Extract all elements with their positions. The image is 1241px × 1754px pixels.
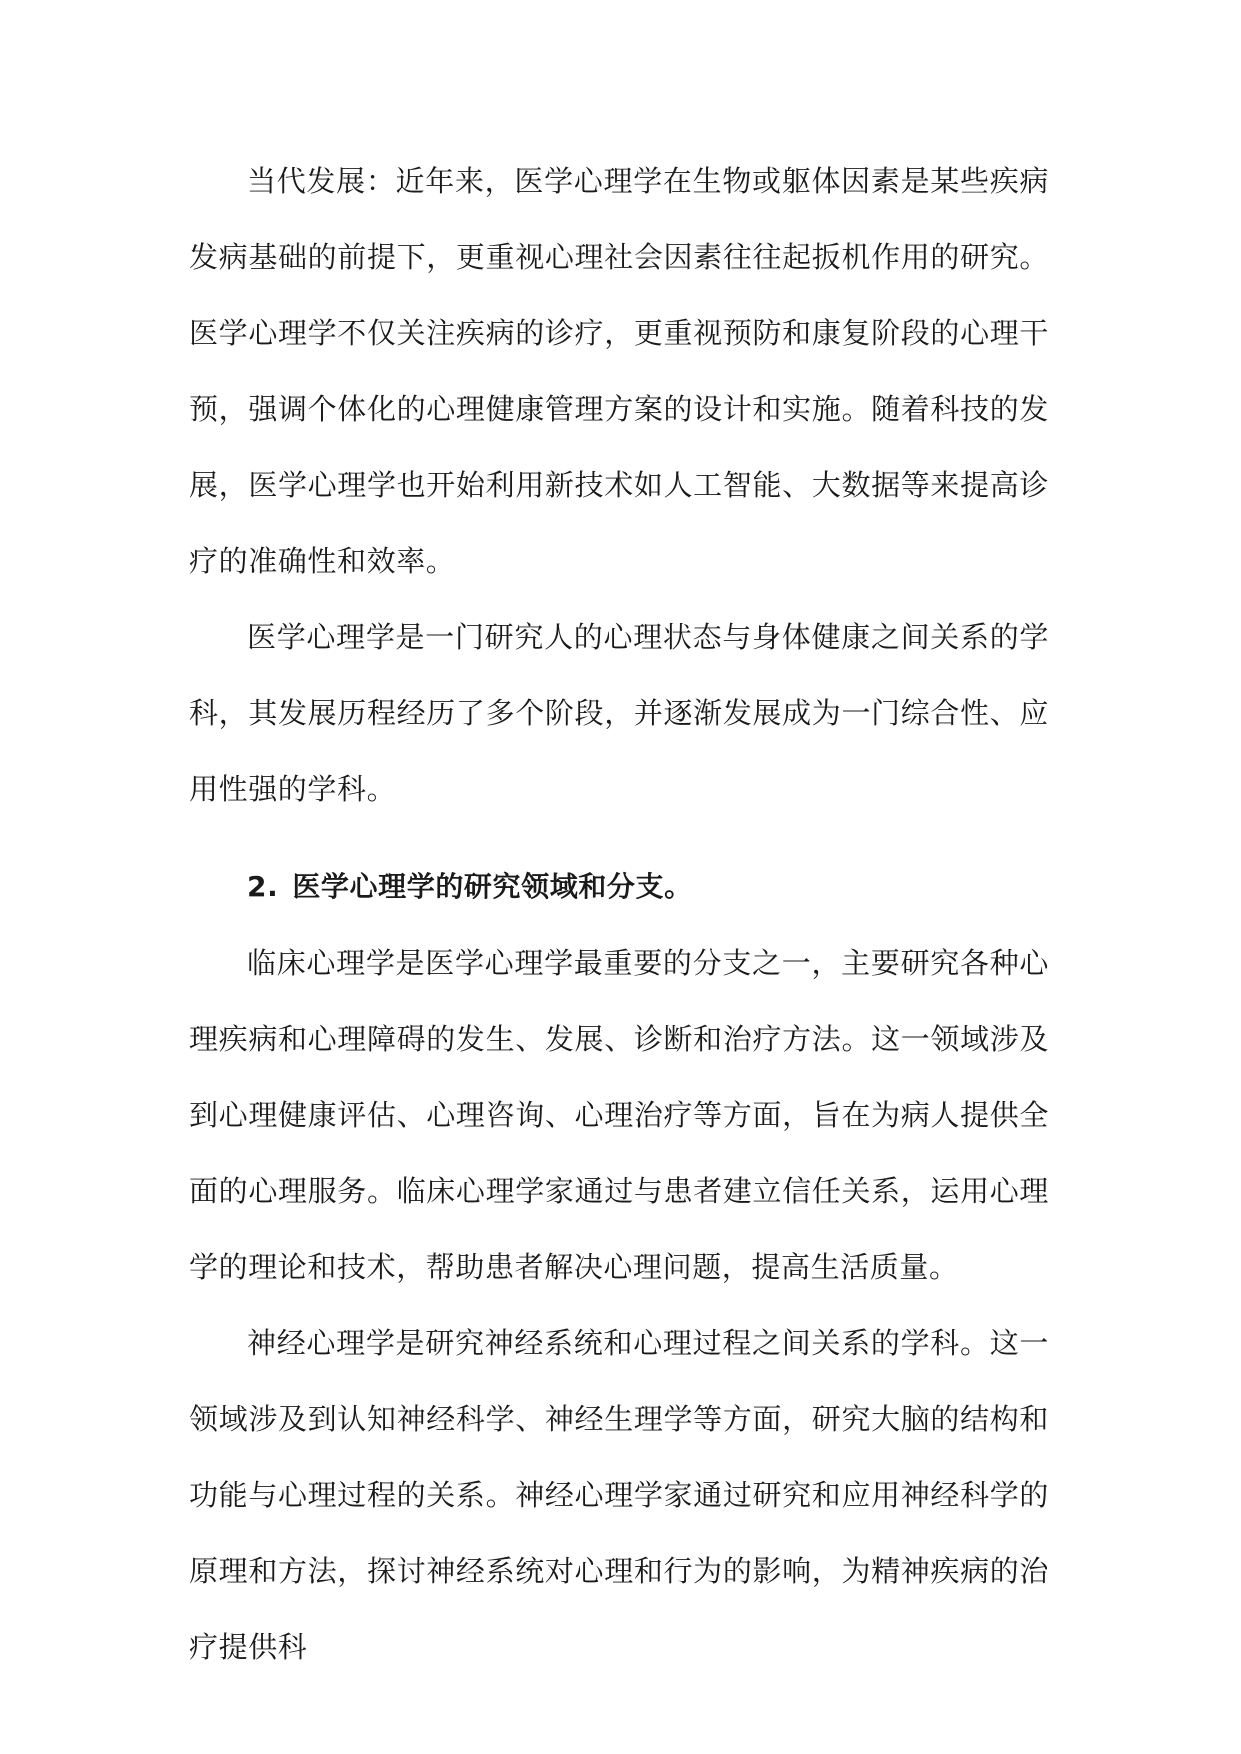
section-title: 医学心理学的研究领域和分支。 <box>292 870 693 903</box>
section-heading <box>189 849 1049 925</box>
section-number: 2. <box>247 870 279 903</box>
paragraph-neuropsychology: 神经心理学是研究神经系统和心理过程之间关系的学科。这一领域涉及到认知神经科学、神经生理学等方面，研究大脑的结构和功能与心理过程的关系。神经心理学家通过研究和应用神经科学的原理和方法，探讨神经系统对心理和行为的影响，为精神疾病的治疗提供科 <box>189 1326 1049 1664</box>
paragraph-discipline-summary: 医学心理学是一门研究人的心理状态与身体健康之间关系的学科，其发展历程经历了多个阶段，并逐渐发展成为一门综合性、应用性强的学科。 <box>189 620 1049 806</box>
paragraph-clinical-psychology: 临床心理学是医学心理学最重要的分支之一，主要研究各种心理疾病和心理障碍的发生、发展、诊断和治疗方法。这一领域涉及到心理健康评估、心理咨询、心理治疗等方面，旨在为病人提供全面的心理服务。临床心理学家通过与患者建立信任关系，运用心理学的理论和技术，帮助患者解决心理问题，提高生活质量。 <box>189 946 1049 1284</box>
document-body <box>189 143 1049 1685</box>
paragraph-contemporary-development: 当代发展：近年来，医学心理学在生物或躯体因素是某些疾病发病基础的前提下，更重视心理社会因素往往起扳机作用的研究。医学心理学不仅关注疾病的诊疗，更重视预防和康复阶段的心理干预，强调个体化的心理健康管理方案的设计和实施。随着科技的发展，医学心理学也开始利用新技术如人工智能、大数据等来提高诊疗的准确性和效率。 <box>189 164 1049 578</box>
